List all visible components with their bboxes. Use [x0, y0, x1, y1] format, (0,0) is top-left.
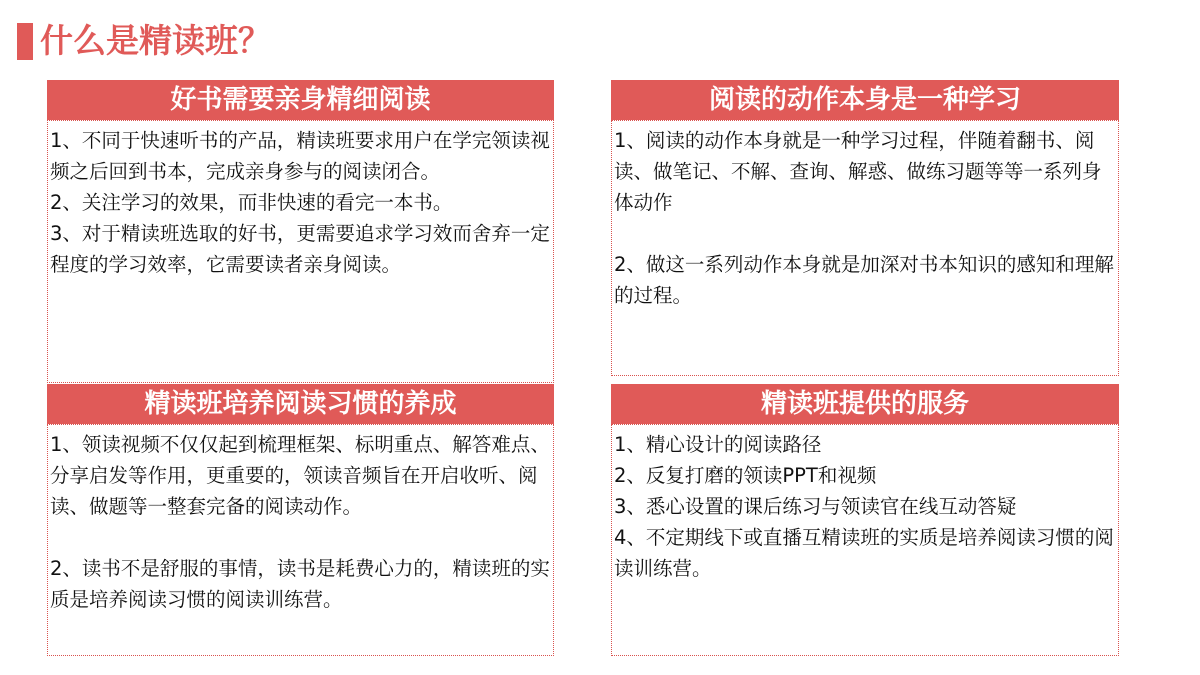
card-services: [611, 384, 1119, 656]
card-body: [47, 120, 554, 383]
list-item: 1、领读视频不仅仅起到梳理框架、标明重点、解答难点、分享启发等作用，更重要的，领读音频旨在开启收听、阅读、做题等一整套完备的阅读动作。: [50, 433, 550, 518]
page-title: 什么是精读班？: [40, 21, 271, 60]
list-item: 2、读书不是舒服的事情，读书是耗费心力的，精读班的实质是培养阅读习惯的阅读训练营。: [50, 557, 550, 611]
list-item: 1、阅读的动作本身就是一种学习过程，伴随着翻书、阅读、做笔记、不解、查询、解惑、做练习题等等一系列身体动作: [614, 129, 1102, 214]
list-item: 4、不定期线下或直播互精读班的实质是培养阅读习惯的阅读训练营。: [614, 526, 1114, 580]
card-header: 好书需要亲身精细阅读: [47, 80, 554, 120]
list-item: 2、做这一系列动作本身就是加深对书本知识的感知和理解的过程。: [614, 253, 1114, 307]
card-body: [611, 120, 1119, 376]
list-item: 3、悉心设置的课后练习与领读官在线互动答疑: [614, 495, 1017, 518]
list-item: 1、不同于快速听书的产品，精读班要求用户在学完领读视频之后回到书本，完成亲身参与的阅读闭合。: [50, 129, 550, 183]
title-accent-bar: [17, 23, 33, 60]
card-good-books: [47, 80, 554, 383]
list-item: 2、反复打磨的领读PPT和视频: [614, 464, 877, 487]
card-body: [47, 424, 554, 656]
card-reading-is-learning: [611, 80, 1119, 376]
card-reading-habit: [47, 384, 554, 656]
list-item: 3、对于精读班选取的好书，更需要追求学习效而舍弃一定程度的学习效率，它需要读者亲身阅读。: [50, 222, 550, 276]
list-item: 2、关注学习的效果，而非快速的看完一本书。: [50, 191, 453, 214]
card-header: 阅读的动作本身是一种学习: [611, 80, 1119, 120]
card-header: 精读班培养阅读习惯的养成: [47, 384, 554, 424]
card-body: [611, 424, 1119, 656]
list-item: 1、精心设计的阅读路径: [614, 433, 822, 456]
card-header: 精读班提供的服务: [611, 384, 1119, 424]
